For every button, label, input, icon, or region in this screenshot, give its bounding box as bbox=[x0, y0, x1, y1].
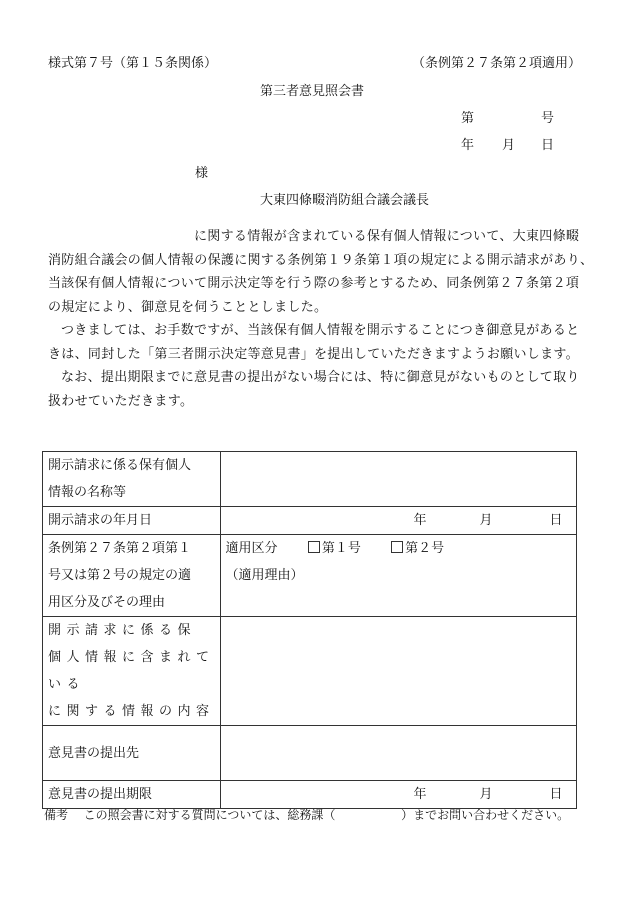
body-line: なお、提出期限までに意見書の提出がない場合には、特に御意見がないものとして取り bbox=[61, 370, 580, 385]
info-name-value[interactable] bbox=[220, 452, 576, 507]
deadline-label: 意見書の提出期限 bbox=[43, 781, 221, 809]
content-label: 開示請求に係る保 個人情報に含まれて いる に関する情報の内容 bbox=[43, 617, 221, 726]
body-line: 扱わせていただきます。 bbox=[48, 393, 194, 409]
content-value[interactable] bbox=[220, 617, 576, 726]
doc-number-suffix: 号 bbox=[541, 111, 555, 126]
body-line: きは、同封した「第三者開示決定等意見書」を提出していただきますようお願いします。 bbox=[48, 346, 579, 362]
body-line: つきましては、お手数ですが、当該保有個人情報を開示することにつき御意見があると bbox=[61, 323, 580, 338]
doc-number-prefix: 第 bbox=[461, 111, 475, 126]
date-month: 月 bbox=[502, 138, 516, 153]
table-row bbox=[43, 452, 577, 507]
request-date-value[interactable] bbox=[220, 507, 576, 535]
date-day: 日 bbox=[541, 138, 555, 153]
inquiry-table bbox=[42, 451, 577, 809]
deadline-year: 年 bbox=[413, 787, 427, 802]
category-title: 適用区分 bbox=[225, 541, 278, 556]
table-row bbox=[43, 726, 577, 781]
table-row bbox=[43, 535, 577, 617]
table-row bbox=[43, 507, 577, 535]
option-1-label: 第１号 bbox=[321, 541, 361, 556]
form-number: 様式第７号（第１５条関係） bbox=[48, 56, 218, 71]
submit-to-label: 意見書の提出先 bbox=[43, 726, 221, 781]
table-row bbox=[43, 781, 577, 809]
reason-label: （適用理由） bbox=[225, 568, 304, 583]
note-end: ）までお問い合わせください。 bbox=[401, 808, 570, 822]
request-date-label: 開示請求の年月日 bbox=[43, 507, 221, 535]
body-line: の規定により、御意見を伺うこととしました。 bbox=[48, 299, 328, 315]
submit-to-value[interactable] bbox=[220, 726, 576, 781]
date-year: 年 bbox=[461, 138, 475, 153]
addressee-suffix: 様 bbox=[195, 166, 209, 181]
checkbox-1[interactable] bbox=[308, 541, 320, 553]
footer-note bbox=[44, 806, 569, 823]
checkbox-2[interactable] bbox=[391, 541, 403, 553]
sender: 大東四條畷消防組合議会議長 bbox=[260, 193, 430, 208]
category-label: 条例第２７条第２項第１ 号又は第２号の規定の適 用区分及びその理由 bbox=[43, 535, 221, 617]
request-year: 年 bbox=[413, 513, 427, 528]
body-line: に関する情報が含まれている保有個人情報について、大東四條畷 bbox=[194, 229, 580, 244]
note-text: この照会書に対する質問については、総務課（ bbox=[83, 808, 336, 822]
info-name-label: 開示請求に係る保有個人 情報の名称等 bbox=[43, 452, 221, 507]
body-line: 消防組合議会の個人情報の保護に関する条例第１９条第１項の規定による開示請求があり、 bbox=[48, 252, 594, 268]
document-title: 第三者意見照会書 bbox=[260, 84, 365, 99]
deadline-month: 月 bbox=[479, 787, 493, 802]
deadline-day: 日 bbox=[549, 787, 563, 802]
table-row bbox=[43, 617, 577, 726]
body-text bbox=[48, 225, 594, 413]
category-value bbox=[220, 535, 576, 617]
request-month: 月 bbox=[479, 513, 493, 528]
request-day: 日 bbox=[549, 513, 563, 528]
option-2-label: 第２号 bbox=[405, 541, 445, 556]
deadline-value[interactable] bbox=[220, 781, 576, 809]
body-line: 当該保有個人情報について開示決定等を行う際の参考とするため、同条例第２７条第２項 bbox=[48, 276, 580, 291]
applicable-clause: （条例第２７条第２項適用） bbox=[412, 56, 582, 71]
note-label: 備考 bbox=[44, 808, 69, 822]
